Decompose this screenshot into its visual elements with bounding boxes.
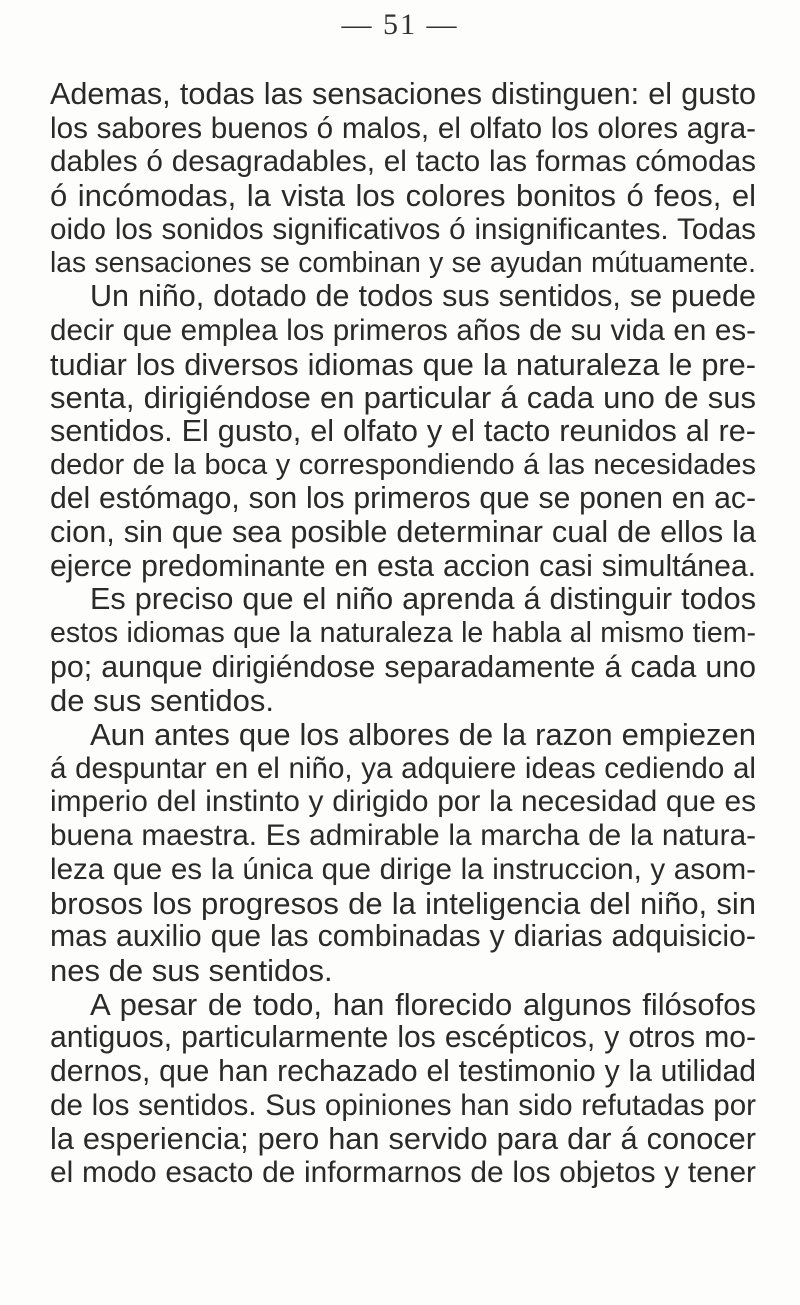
text-line: Un niño, dotado de todos sus sentidos, se puede [90, 280, 756, 314]
text-line: dernos, que han rechazado el testimonio y la utilidad [50, 1054, 756, 1088]
text-line: sentidos. El gusto, el olfato y el tacto reunidos al re- [50, 414, 756, 448]
text-line: la esperiencia; pero han servido para dar á conocer [50, 1122, 756, 1156]
text-line: á despuntar en el niño, ya adquiere ideas cediendo al [50, 751, 756, 785]
text-line: leza que es la única que dirige la instruccion, y asom- [50, 852, 756, 886]
body-text [50, 78, 756, 1190]
text-line: buena maestra. Es admirable la marcha de la natura- [50, 819, 756, 853]
paragraph-3 [50, 583, 756, 718]
text-line: ó incómodas, la vista los colores bonitos ó feos, el [50, 179, 756, 213]
text-line: del estómago, son los primeros que se ponen en ac- [50, 482, 756, 516]
text-line: los sabores buenos ó malos, el olfato los olores agra- [50, 111, 756, 145]
paragraph-5 [50, 988, 756, 1190]
text-line: nes de sus sentidos. [50, 953, 333, 988]
text-line: dables ó desagradables, el tacto las formas cómodas [50, 145, 756, 179]
text-line: las sensaciones se combinan y se ayudan mútuamente. [50, 246, 756, 279]
text-line: de los sentidos. Sus opiniones han sido refutadas por [50, 1088, 756, 1122]
text-line: tudiar los diversos idiomas que la naturaleza le pre- [50, 347, 756, 382]
page-number: — 51 — [341, 8, 459, 41]
text-line: po; aunque dirigiéndose separadamente á cada uno [50, 650, 756, 684]
text-line: oido los sonidos significativos ó insignificantes. Todas [50, 212, 756, 246]
text-line: estos idiomas que la naturaleza le habla al mismo tiem- [50, 617, 756, 649]
text-line: A pesar de todo, han florecido algunos filósofos [90, 987, 756, 1022]
text-line: dedor de la boca y correspondiendo á las necesidades [50, 448, 756, 481]
text-line: antiguos, particularmente los escépticos, y otros mo- [50, 1021, 756, 1055]
text-line: decir que emplea los primeros años de su vida en es- [50, 313, 756, 347]
text-line: imperio del instinto y dirigido por la necesidad que es [50, 785, 756, 819]
text-line: senta, dirigiéndose en particular á cada uno de sus [50, 381, 756, 415]
text-line: Aun antes que los albores de la razon empiezen [90, 718, 756, 752]
text-line: mas auxilio que las combinadas y diarias adquisicio- [50, 920, 756, 954]
text-line: cion, sin que sea posible determinar cual de ellos la [50, 515, 756, 549]
text-line: ejerce predominante en esta accion casi simultánea. [50, 549, 756, 583]
text-line: brosos los progresos de la inteligencia del niño, sin [50, 886, 756, 921]
text-line: el modo esacto de informarnos de los objetos y tener [50, 1156, 756, 1189]
paragraph-2 [50, 280, 756, 583]
text-line: Es preciso que el niño aprenda á distinguir todos [90, 583, 756, 617]
paragraph-4 [50, 718, 756, 988]
paragraph-1 [50, 78, 756, 280]
text-line: Ademas, todas las sensaciones distinguen: el gusto [50, 78, 756, 111]
text-line: de sus sentidos. [50, 684, 275, 719]
